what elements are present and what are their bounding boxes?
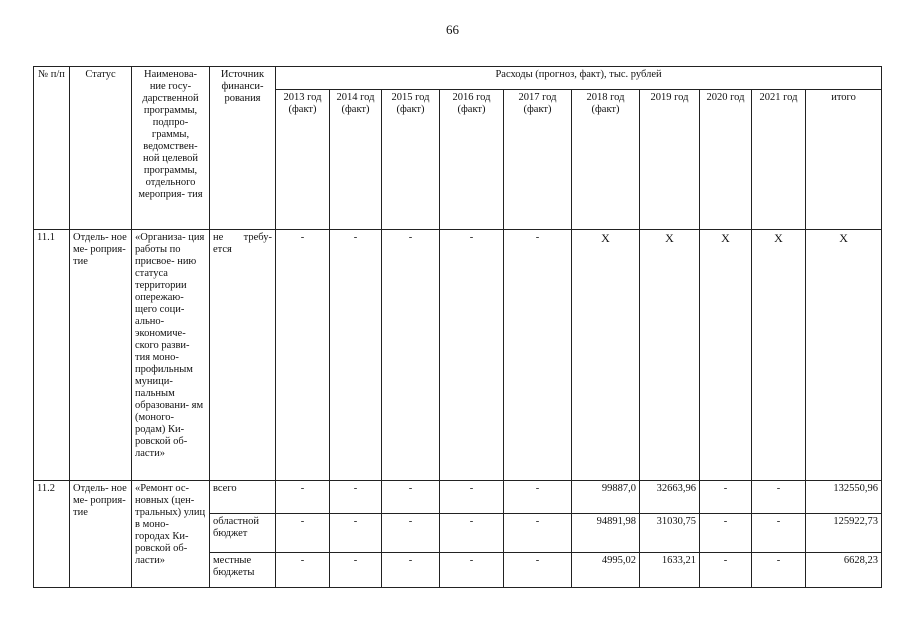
value-cell: - — [752, 481, 806, 514]
row-num: 11.1 — [34, 230, 70, 481]
value-cell: - — [504, 230, 572, 481]
budget-table — [33, 66, 882, 588]
header-year: 2018 год (факт) — [572, 90, 640, 230]
value-cell: X — [572, 230, 640, 481]
value-cell: - — [700, 514, 752, 553]
header-year: 2017 год (факт) — [504, 90, 572, 230]
value-cell: - — [440, 553, 504, 588]
header-source: Источник финанси- рования — [210, 67, 276, 230]
page-number: 66 — [446, 22, 459, 37]
value-cell: 32663,96 — [640, 481, 700, 514]
row-source: местные бюджеты — [210, 553, 276, 588]
value-cell: 94891,98 — [572, 514, 640, 553]
header-year: 2013 год (факт) — [276, 90, 330, 230]
value-cell: - — [330, 553, 382, 588]
value-cell: - — [330, 230, 382, 481]
value-cell: - — [504, 553, 572, 588]
value-cell: 4995,02 — [572, 553, 640, 588]
value-cell: 31030,75 — [640, 514, 700, 553]
row-source: не требу- ется — [210, 230, 276, 481]
row-status: Отдель- ное ме- роприя- тие — [70, 481, 132, 588]
table-row — [34, 481, 882, 514]
header-year: 2021 год — [752, 90, 806, 230]
row-source: всего — [210, 481, 276, 514]
value-cell: - — [382, 514, 440, 553]
row-num: 11.2 — [34, 481, 70, 588]
value-cell: - — [752, 514, 806, 553]
header-name: Наименова- ние госу- дарственной программы, подпро- граммы, ведомствен- ной целевой программы, отдельного мероприя- тия — [132, 67, 210, 230]
value-cell: - — [504, 481, 572, 514]
header-year: 2014 год (факт) — [330, 90, 382, 230]
row-status: Отдель- ное ме- роприя- тие — [70, 230, 132, 481]
value-cell: - — [382, 481, 440, 514]
value-cell: - — [276, 481, 330, 514]
row-name: «Ремонт ос- новных (цен- тральных) улиц в моно- городах Ки- ровской об- ласти» — [132, 481, 210, 588]
header-year: 2019 год — [640, 90, 700, 230]
table-row — [34, 230, 882, 481]
value-cell: X — [752, 230, 806, 481]
value-cell: - — [276, 514, 330, 553]
header-total: итого — [806, 90, 882, 230]
total-cell: 132550,96 — [806, 481, 882, 514]
value-cell: - — [700, 553, 752, 588]
value-cell: 1633,21 — [640, 553, 700, 588]
value-cell: X — [640, 230, 700, 481]
total-cell: X — [806, 230, 882, 481]
value-cell: 99887,0 — [572, 481, 640, 514]
value-cell: - — [330, 481, 382, 514]
value-cell: - — [440, 230, 504, 481]
row-name: «Организа- ция работы по присвое- нию статуса территории опережаю- щего соци- ально- экономиче- ского разви- тия моно- профильным муници- пальным образовани- ям (моного- родам) Ки- ровской об- ласти» — [132, 230, 210, 481]
value-cell: - — [330, 514, 382, 553]
row-source: областной бюджет — [210, 514, 276, 553]
header-year: 2020 год — [700, 90, 752, 230]
value-cell: - — [700, 481, 752, 514]
header-status: Статус — [70, 67, 132, 230]
value-cell: - — [440, 514, 504, 553]
value-cell: - — [276, 553, 330, 588]
header-year: 2015 год (факт) — [382, 90, 440, 230]
header-year: 2016 год (факт) — [440, 90, 504, 230]
value-cell: - — [752, 553, 806, 588]
header-row — [34, 67, 882, 90]
value-cell: - — [504, 514, 572, 553]
value-cell: - — [440, 481, 504, 514]
total-cell: 6628,23 — [806, 553, 882, 588]
value-cell: - — [382, 230, 440, 481]
value-cell: - — [276, 230, 330, 481]
header-expenses: Расходы (прогноз, факт), тыс. рублей — [276, 67, 882, 90]
header-num: № п/п — [34, 67, 70, 230]
total-cell: 125922,73 — [806, 514, 882, 553]
value-cell: - — [382, 553, 440, 588]
value-cell: X — [700, 230, 752, 481]
